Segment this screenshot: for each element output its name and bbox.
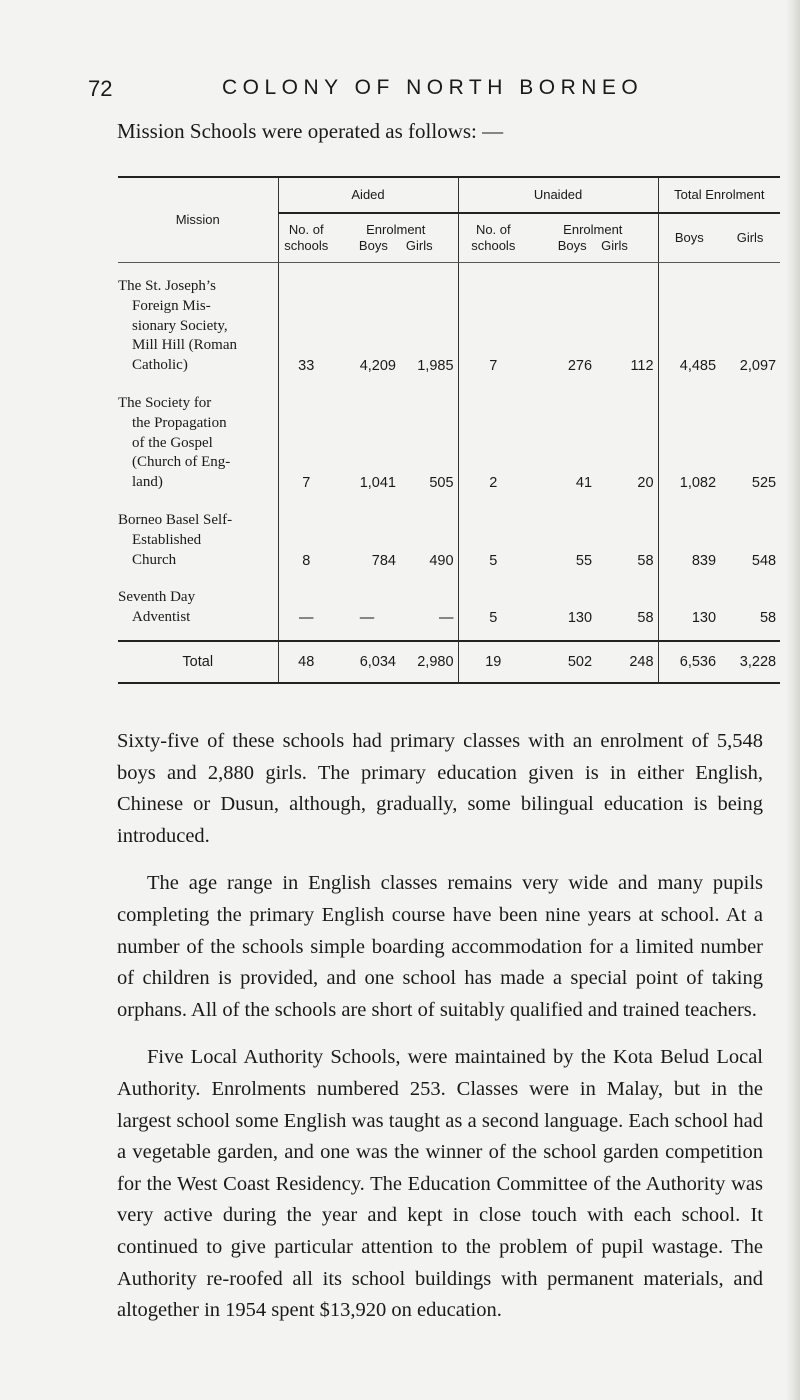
aided-girls-cell: 490 bbox=[429, 552, 454, 569]
aided-boys-cell: — bbox=[359, 610, 375, 627]
mission-name bbox=[118, 263, 278, 380]
aided-boys-cell: 4,209 bbox=[359, 358, 396, 375]
mission-name bbox=[118, 380, 278, 497]
running-title: COLONY OF NORTH BORNEO bbox=[222, 76, 644, 99]
mission-name-line: Borneo Basel Self- bbox=[118, 511, 233, 528]
aided-boys-cell: 1,041 bbox=[359, 475, 396, 492]
aided-girls-cell: — bbox=[439, 610, 454, 627]
body-text bbox=[117, 726, 763, 1343]
total-boys-cell: 130 bbox=[658, 574, 720, 641]
aided-group-header: Aided bbox=[278, 177, 458, 213]
paragraph-local-authority: Five Local Authority Schools, were maintained by the Kota Belud Local Authority. Enrolments numbered 253. Classes were in Malay, but in the largest school some English was taught as a second language. Each school had a vegetable garden, and one was the winner of the school garden competition for the West Coast Residency. The Education Committee of the Authority was very active during the year and kept in close touch with each school. It continued to give particular attention to the problem of pupil wastage. The Authority re-roofed all its school buildings with permanent materials, and altogether in 1954 spent $13,920 on education. bbox=[117, 1046, 763, 1322]
mission-name-line: the Propagation bbox=[132, 414, 227, 431]
total-girls-cell: 525 bbox=[751, 475, 777, 492]
mission-schools-table bbox=[118, 176, 780, 684]
mission-name-line: Seventh Day bbox=[118, 589, 196, 606]
total-boys-cell: 1,082 bbox=[658, 380, 720, 497]
total-girls-header: Girls bbox=[720, 213, 780, 263]
unaided-schools-cell: 7 bbox=[458, 263, 528, 380]
total-label: Total bbox=[118, 641, 278, 683]
total-row bbox=[118, 641, 780, 683]
table-row bbox=[118, 263, 780, 380]
intro-sentence: Mission Schools were operated as follows: — bbox=[117, 119, 504, 143]
aided-boys-cell: 784 bbox=[371, 552, 396, 569]
mission-name-line: Church bbox=[132, 551, 177, 568]
aided-schools-cell: 7 bbox=[278, 380, 334, 497]
unaided-girls-cell: 112 bbox=[630, 358, 654, 375]
unaided-boys-cell: 41 bbox=[575, 475, 593, 492]
unaided-group-header: Unaided bbox=[458, 177, 658, 213]
unaided-girls-cell: 20 bbox=[637, 475, 654, 492]
unaided-boys-cell: 130 bbox=[567, 610, 593, 627]
aided-schools-cell: 33 bbox=[278, 263, 334, 380]
mission-name-line: Mill Hill (Roman bbox=[132, 337, 237, 354]
aided-schools-header bbox=[278, 213, 334, 263]
unaided-boys-cell: 276 bbox=[567, 358, 593, 375]
mission-name-line: sionary Society, bbox=[132, 317, 228, 334]
unaided-schools-cell: 5 bbox=[458, 574, 528, 641]
mission-name-line: Catholic) bbox=[132, 357, 188, 374]
unaided-boys-cell: 55 bbox=[575, 552, 593, 569]
aided-enrolment-header bbox=[334, 213, 458, 263]
total-enrolment-group-header: Total Enrolment bbox=[658, 177, 780, 213]
aided-girls-cell: 1,985 bbox=[417, 358, 454, 375]
mission-name-line: The Society for bbox=[118, 394, 212, 411]
unaided-girls-cell: 58 bbox=[637, 552, 654, 569]
aided-girls-label: Girls bbox=[405, 238, 433, 253]
total-aided-schools: 48 bbox=[278, 641, 334, 683]
aided-no-of-label: No. of bbox=[288, 221, 324, 237]
total-unaided-girls: 248 bbox=[596, 641, 658, 683]
mission-name bbox=[118, 497, 278, 574]
unaided-girls-cell: 58 bbox=[637, 610, 654, 627]
aided-boys-label: Boys bbox=[358, 238, 388, 253]
table-row bbox=[118, 574, 780, 641]
total-aided-boys: 6,034 bbox=[334, 641, 400, 683]
total-girls-cell: 2,097 bbox=[739, 358, 777, 375]
mission-name-line: Foreign Mis- bbox=[132, 297, 211, 314]
aided-schools-cell: 8 bbox=[278, 497, 334, 574]
mission-schools-table-wrap bbox=[118, 176, 780, 684]
table-row bbox=[118, 380, 780, 497]
unaided-schools-label: schools bbox=[471, 238, 516, 253]
mission-name-line: Adventist bbox=[132, 609, 191, 626]
mission-name bbox=[118, 574, 278, 641]
unaided-no-of-label: No. of bbox=[475, 221, 511, 237]
page-edge-shadow bbox=[786, 0, 800, 1400]
page-header bbox=[88, 76, 740, 112]
total-aided-girls: 2,980 bbox=[400, 641, 458, 683]
total-enrolment-boys: 6,536 bbox=[658, 641, 720, 683]
mission-name-line: Established bbox=[132, 531, 202, 548]
unaided-girls-label: Girls bbox=[601, 238, 628, 253]
unaided-boys-label: Boys bbox=[557, 238, 587, 253]
unaided-schools-cell: 2 bbox=[458, 380, 528, 497]
mission-name-line: of the Gospel bbox=[132, 434, 213, 451]
paragraph-age-range: The age range in English classes remains very wide and many pupils completing the primary English course have been nine years at school. At a number of the schools simple boarding accommodation for a limited number of children is provided, and one school has made a special point of taking orphans. All of the schools are short of suitably qualified and trained teachers. bbox=[117, 872, 763, 1021]
total-enrolment-girls: 3,228 bbox=[720, 641, 780, 683]
mission-column-header: Mission bbox=[118, 177, 278, 263]
unaided-schools-cell: 5 bbox=[458, 497, 528, 574]
total-boys-header: Boys bbox=[658, 213, 720, 263]
aided-schools-label: schools bbox=[284, 238, 329, 253]
unaided-enrolment-header bbox=[528, 213, 658, 263]
total-girls-cell: 58 bbox=[759, 610, 777, 627]
mission-name-line: (Church of Eng- bbox=[132, 454, 231, 471]
table-row bbox=[118, 497, 780, 574]
total-unaided-boys: 502 bbox=[528, 641, 596, 683]
aided-enrolment-label: Enrolment bbox=[366, 221, 426, 237]
total-boys-cell: 4,485 bbox=[658, 263, 720, 380]
total-girls-cell: 548 bbox=[751, 552, 777, 569]
mission-name-line: The St. Joseph’s bbox=[118, 278, 216, 294]
page-number: 72 bbox=[88, 76, 113, 101]
paragraph-primary-classes: Sixty-five of these schools had primary classes with an enrolment of 5,548 boys and 2,880 girls. The primary education given is in either English, Chinese or Dusun, although, gradually, some bilingual education is being introduced. bbox=[117, 730, 763, 847]
aided-girls-cell: 505 bbox=[429, 475, 454, 492]
unaided-enrolment-label: Enrolment bbox=[563, 221, 623, 237]
aided-schools-cell: — bbox=[278, 574, 334, 641]
unaided-schools-header bbox=[458, 213, 528, 263]
total-unaided-schools: 19 bbox=[458, 641, 528, 683]
total-boys-cell: 839 bbox=[658, 497, 720, 574]
mission-name-line: land) bbox=[132, 474, 163, 491]
